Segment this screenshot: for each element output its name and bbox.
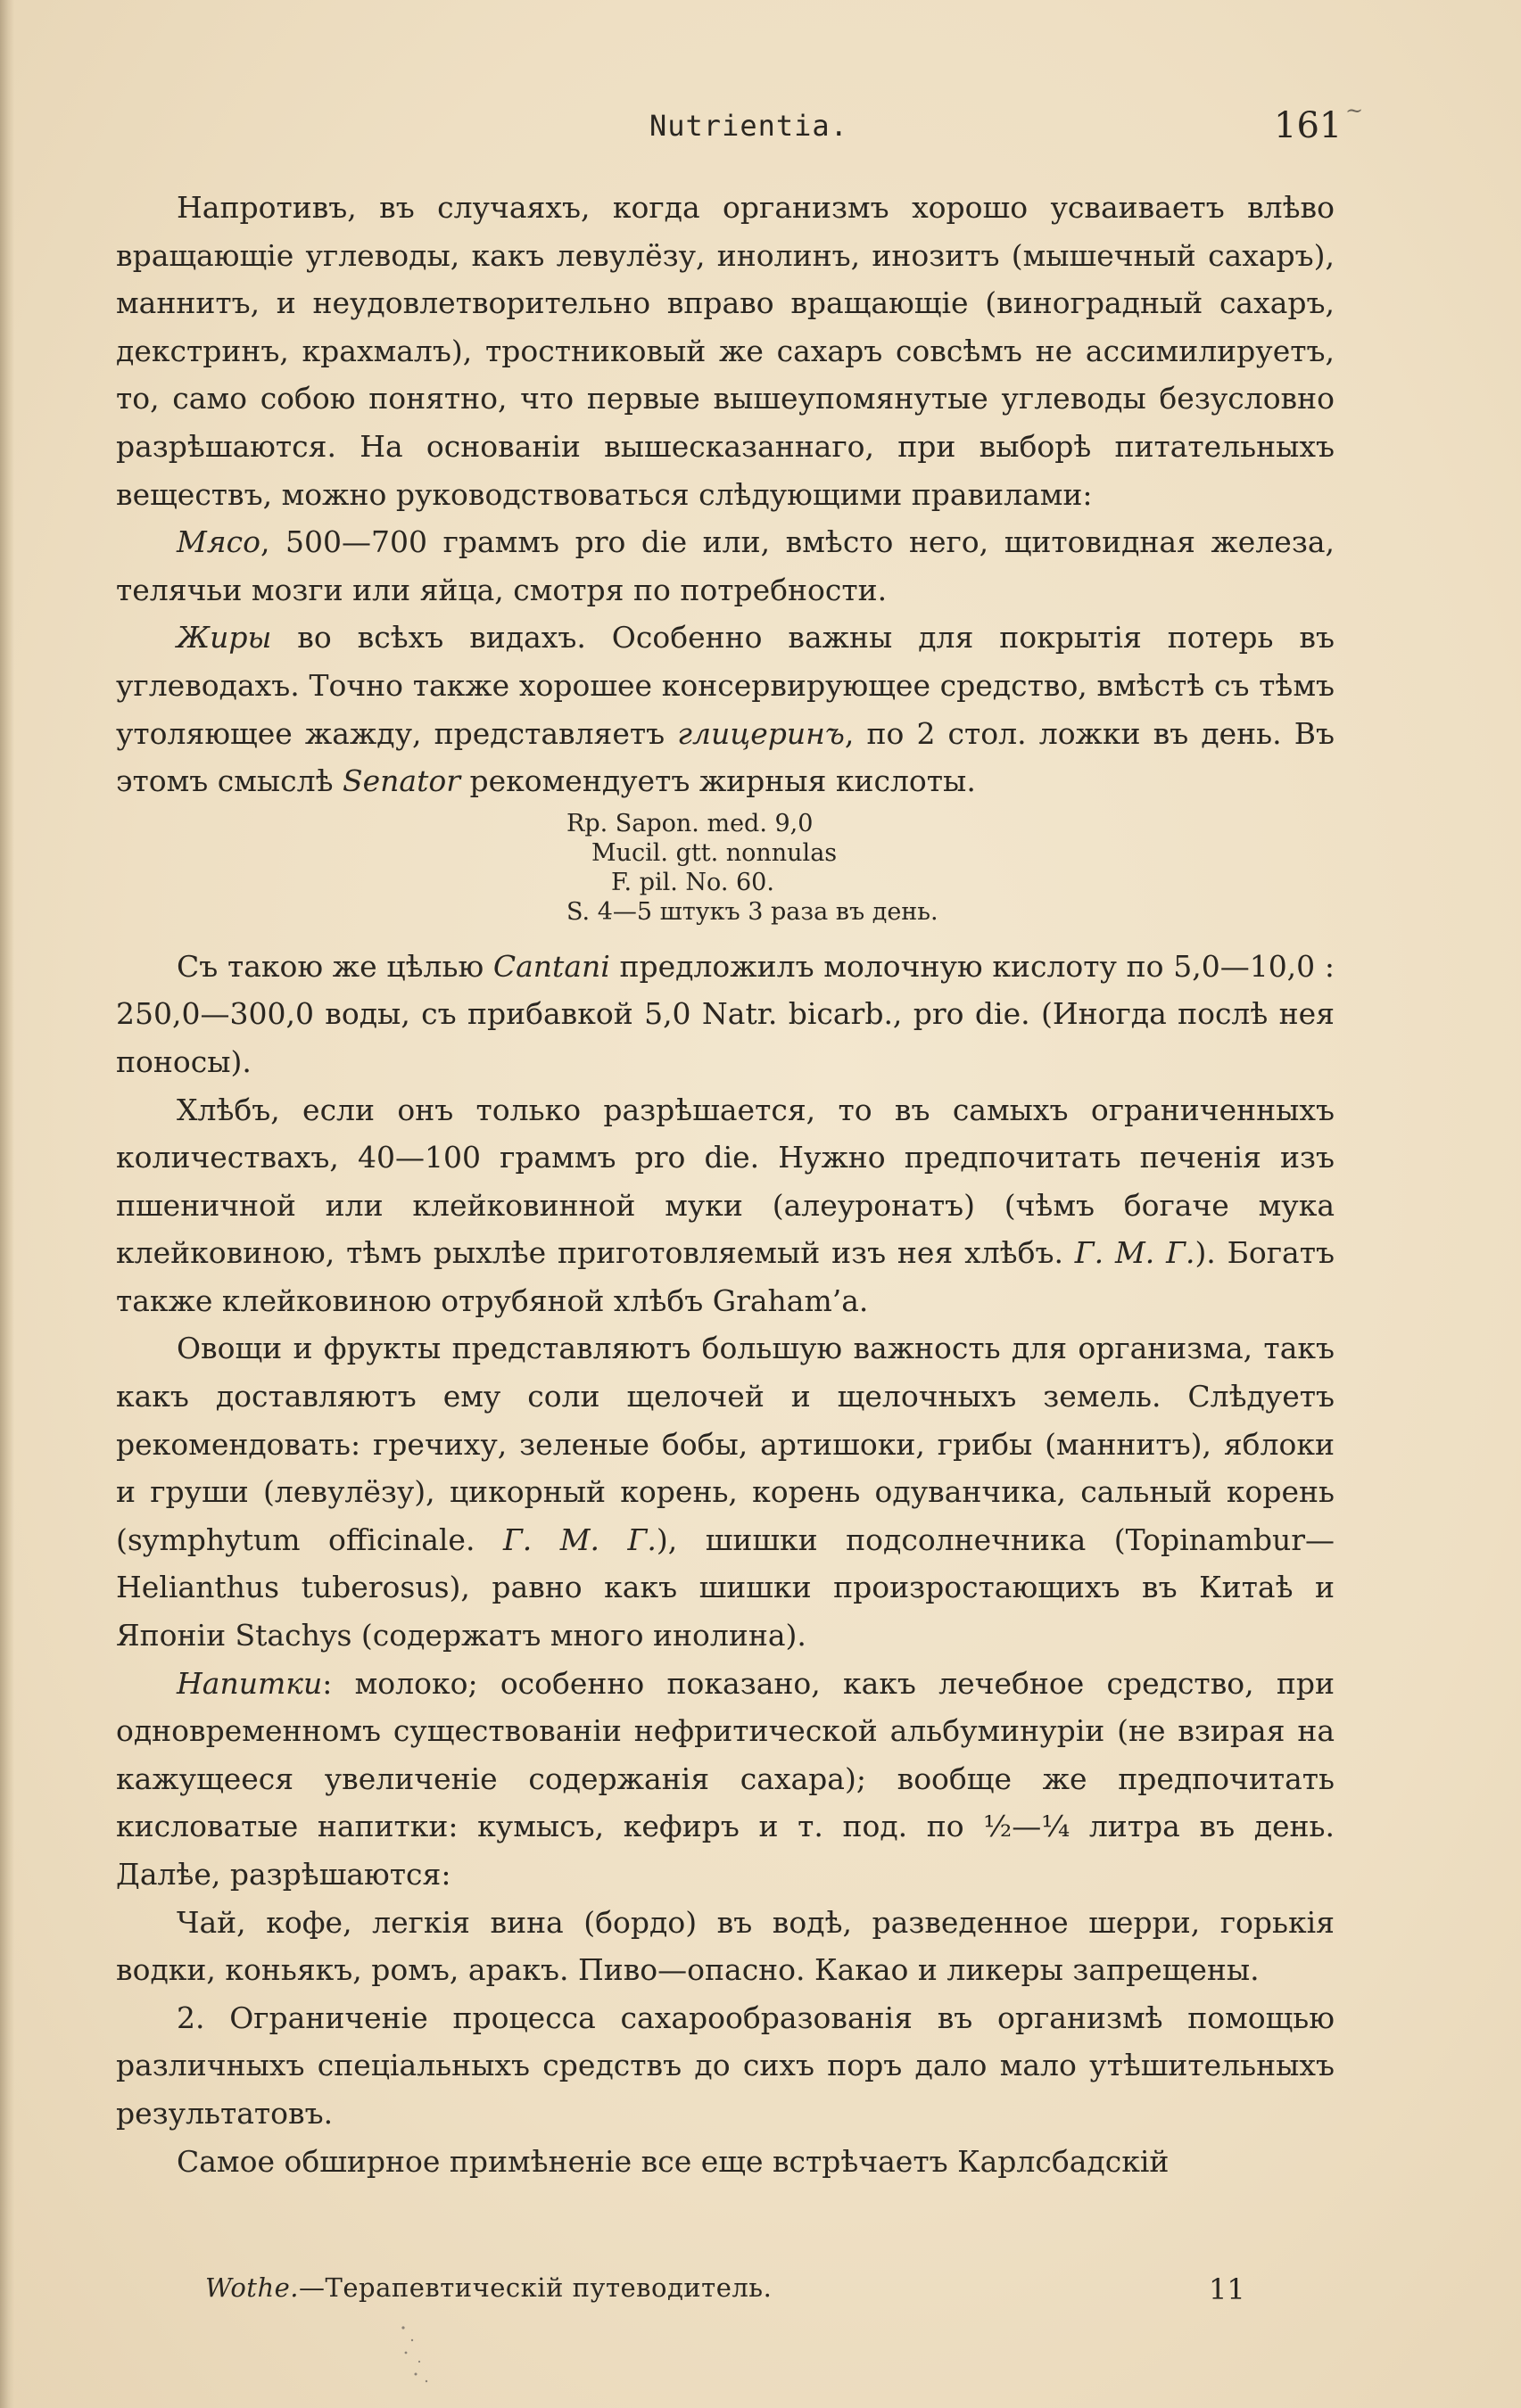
- recipe-line: F. pil. No. 60.: [611, 868, 774, 896]
- paragraph: [116, 1899, 1335, 1994]
- footer-signature: [205, 2272, 772, 2303]
- text-run: Овощи и фрукты представляютъ большую важность для организма, такъ какъ доставляютъ ему соли щелочей и щелочныхъ земель. Слѣдуетъ рекомендовать: гречиху, зеленые бобы, артишоки, грибы (маннитъ), яблоки и груши (левулёзу), цикорный корень, корень одуванчика, сальный корень (symphytum officinale.: [116, 1331, 1335, 1557]
- page-spine-shadow: [0, 0, 14, 2408]
- footer-author: Wothe.: [205, 2272, 300, 2303]
- paragraphs-after-recipe: [116, 943, 1335, 2185]
- italic-term: Cantani: [492, 948, 610, 984]
- text-run: предложилъ молочную кислоту по 5,0—10,0 : 250,0—300,0 воды, съ прибавкой 5,0 Natr. bicarb., pro die. (Иногда послѣ нея поносы).: [116, 948, 1335, 1079]
- text-run: ). Богатъ также клейковиною отрубяной хлѣбъ Graham’a.: [116, 1235, 1335, 1318]
- text-run: Напротивъ, въ случаяхъ, когда организмъ хорошо усваиваетъ влѣво вращающіе углеводы, какъ левулёзу, инолинъ, инозитъ (мышечный сахаръ), маннитъ, и неудовлетворительно вправо вращающіе (виноградный сахаръ, декстринъ, крахмалъ), тростниковый же сахаръ совсѣмъ не ассимилируетъ, то, само собою понятно, что первые вышеупомянутые углеводы безусловно разрѣшаются. На основаніи вышесказаннаго, при выборѣ питательныхъ веществъ, можно руководствоваться слѣдующими правилами:: [116, 190, 1335, 512]
- text-run: 2. Ограниченіе процесса сахарообразованія въ организмѣ помощью различныхъ спеціальныхъ средствъ до сихъ поръ дало мало утѣшительныхъ результатовъ.: [116, 2000, 1335, 2131]
- text-run: Хлѣбъ, если онъ только разрѣшается, то въ самыхъ ограниченныхъ количествахъ, 40—100 граммъ pro die. Нужно предпочитать печенія изъ пшеничной или клейковинной муки (алеуронатъ) (чѣмъ богаче мука клейковиною, тѣмъ рыхлѣе приготовляемый изъ нея хлѣбъ.: [116, 1092, 1335, 1271]
- paper-specks: [393, 2319, 464, 2390]
- recipe-line: S. 4—5 штукъ 3 раза въ день.: [566, 897, 938, 926]
- paragraph: [116, 1324, 1335, 1659]
- page-footer: [0, 2272, 1521, 2317]
- paragraphs-before-recipe: [116, 184, 1335, 805]
- page-number: 161: [1274, 105, 1343, 146]
- text-run: , по 2 стол. ложки въ день. Въ этомъ смыслѣ: [116, 715, 1335, 799]
- paragraph: [116, 614, 1335, 804]
- recipe-line: Rp. Sapon. med. 9,0: [566, 809, 814, 837]
- text-run: ), шишки подсолнечника (Topinambur—Helianthus tuberosus), равно какъ шишки произростающихъ въ Китаѣ и Японіи Stachys (содержатъ много инолина).: [116, 1521, 1335, 1653]
- text-run: Самое обширное примѣненіе все еще встрѣчаетъ Карлсбадскій: [177, 2143, 1170, 2179]
- italic-term: Жиры: [177, 620, 272, 656]
- text-run: Чай, кофе, легкія вина (бордо) въ водѣ, разведенное шерри, горькія водки, коньякъ, ромъ, аракъ. Пиво—опасно. Какао и ликеры запрещены.: [116, 1904, 1335, 1988]
- text-run: во всѣхъ видахъ. Особенно важны для покрытія потерь въ углеводахъ. Точно также хорошее консервирующее средство, вмѣстѣ съ тѣмъ утоляющее жажду, представляетъ: [116, 620, 1335, 751]
- running-head-title: Nutrientia.: [649, 109, 848, 143]
- paragraph: [116, 1994, 1335, 2138]
- sheet-number: 11: [1209, 2272, 1245, 2306]
- paragraph: [116, 1660, 1335, 1899]
- italic-term: Напитки: [177, 1665, 323, 1701]
- italic-term: Г. М. Г.: [1074, 1235, 1195, 1271]
- italic-term: Мясо: [177, 524, 260, 560]
- text-run: Съ такою же цѣлью: [177, 948, 493, 984]
- body-text: [116, 184, 1335, 2185]
- recipe-line: Mucil. gtt. nonnulas: [591, 838, 838, 867]
- text-run: : молоко; особенно показано, какъ лечебное средство, при одновременномъ существованіи нефритической альбуминуріи (не взирая на кажущееся увеличеніе содержанія сахара); вообще же предпочитать кисловатые напитки: кумысъ, кефиръ и т. под. по ½—¼ литра въ день. Далѣе, разрѣшаются:: [116, 1665, 1335, 1892]
- corner-mark: ~: [1345, 98, 1364, 123]
- paragraph: [116, 518, 1335, 614]
- footer-book-title: —Терапевтическій путеводитель.: [299, 2272, 773, 2303]
- paragraph: [116, 184, 1335, 518]
- italic-term: глицеринъ: [677, 715, 845, 751]
- text-run: рекомендуетъ жирныя кислоты.: [459, 763, 976, 799]
- paragraph: [116, 2138, 1335, 2186]
- text-run: , 500—700 граммъ pro die или, вмѣсто него, щитовидная железа, телячьи мозги или яйца, смотря по потребности.: [116, 524, 1335, 607]
- paragraph: [116, 943, 1335, 1086]
- recipe-block: [116, 809, 1335, 927]
- paragraph: [116, 1086, 1335, 1325]
- italic-term: Senator: [343, 763, 460, 799]
- italic-term: Г. М. Г.: [502, 1521, 657, 1557]
- running-head: [0, 98, 1521, 159]
